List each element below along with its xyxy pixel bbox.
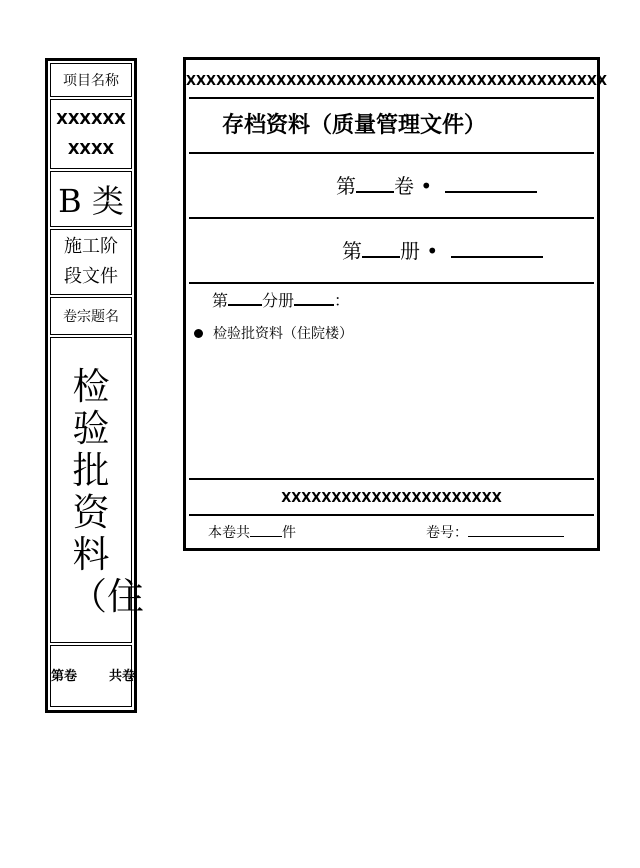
item-count-blank — [250, 522, 282, 537]
book-prefix: 第 — [342, 239, 362, 263]
item-count-prefix: 本卷共 — [208, 525, 250, 541]
archive-spine — [45, 58, 144, 713]
divider — [189, 282, 594, 284]
project-name-label: 项目名称 — [50, 63, 132, 97]
sub-book-suffix: ： — [334, 291, 351, 310]
volume-blank — [356, 173, 394, 193]
volume-current-suffix: 卷 — [63, 669, 77, 684]
divider — [189, 217, 594, 219]
archive-cover-card — [183, 57, 607, 551]
stage-label: 施工阶段文件 — [50, 229, 132, 295]
bullet-icon — [194, 329, 203, 338]
volume-suffix: 卷 • — [394, 174, 433, 198]
title-label: 卷宗题名 — [50, 297, 132, 335]
book-blank — [362, 238, 400, 258]
sub-book-title-blank — [294, 290, 334, 306]
count-line — [186, 518, 597, 548]
book-note-blank — [451, 238, 543, 258]
project-name-value: XXXXXXXXXX — [50, 99, 132, 169]
volume-number-blank — [468, 522, 564, 537]
title-value: 检验批资料（住 — [70, 365, 144, 618]
sub-book-prefix: 第 — [212, 291, 229, 310]
volume-cell — [50, 645, 136, 707]
code-line-top: XXXXXXXXXXXXXXXXXXXXXXXXXXXXXXXXXXXXXXXXXX — [186, 74, 607, 89]
volume-number-label: 卷号： — [426, 525, 468, 541]
divider — [189, 152, 594, 154]
volume-total-suffix: 卷 — [122, 669, 136, 684]
item-count-suffix: 件 — [282, 525, 296, 541]
volume-line — [186, 156, 597, 216]
divider — [189, 478, 594, 480]
sub-book-line — [186, 286, 597, 316]
cover-title: 存档资料（质量管理文件） — [222, 113, 487, 138]
title-value-cell — [50, 337, 144, 643]
volume-note-blank — [445, 173, 537, 193]
sub-book-middle: 分册 — [262, 291, 295, 310]
volume-row-total — [91, 661, 149, 691]
volume-prefix: 第 — [336, 174, 356, 198]
volume-row-current — [33, 661, 91, 691]
sub-book-number-blank — [228, 290, 262, 306]
list-item-label: 检验批资料（住院楼） — [213, 326, 353, 342]
list-item — [194, 322, 353, 346]
code-line-bottom: XXXXXXXXXXXXXXXXXXXXXX — [281, 491, 502, 506]
item-count — [208, 518, 296, 548]
divider — [189, 514, 594, 516]
volume-total-prefix: 共 — [109, 669, 123, 684]
volume-number — [426, 518, 564, 548]
book-line — [186, 221, 597, 281]
divider — [189, 97, 594, 99]
class-label: B 类 — [50, 171, 132, 227]
book-suffix: 册 • — [400, 239, 439, 263]
volume-current-prefix: 第 — [50, 669, 64, 684]
